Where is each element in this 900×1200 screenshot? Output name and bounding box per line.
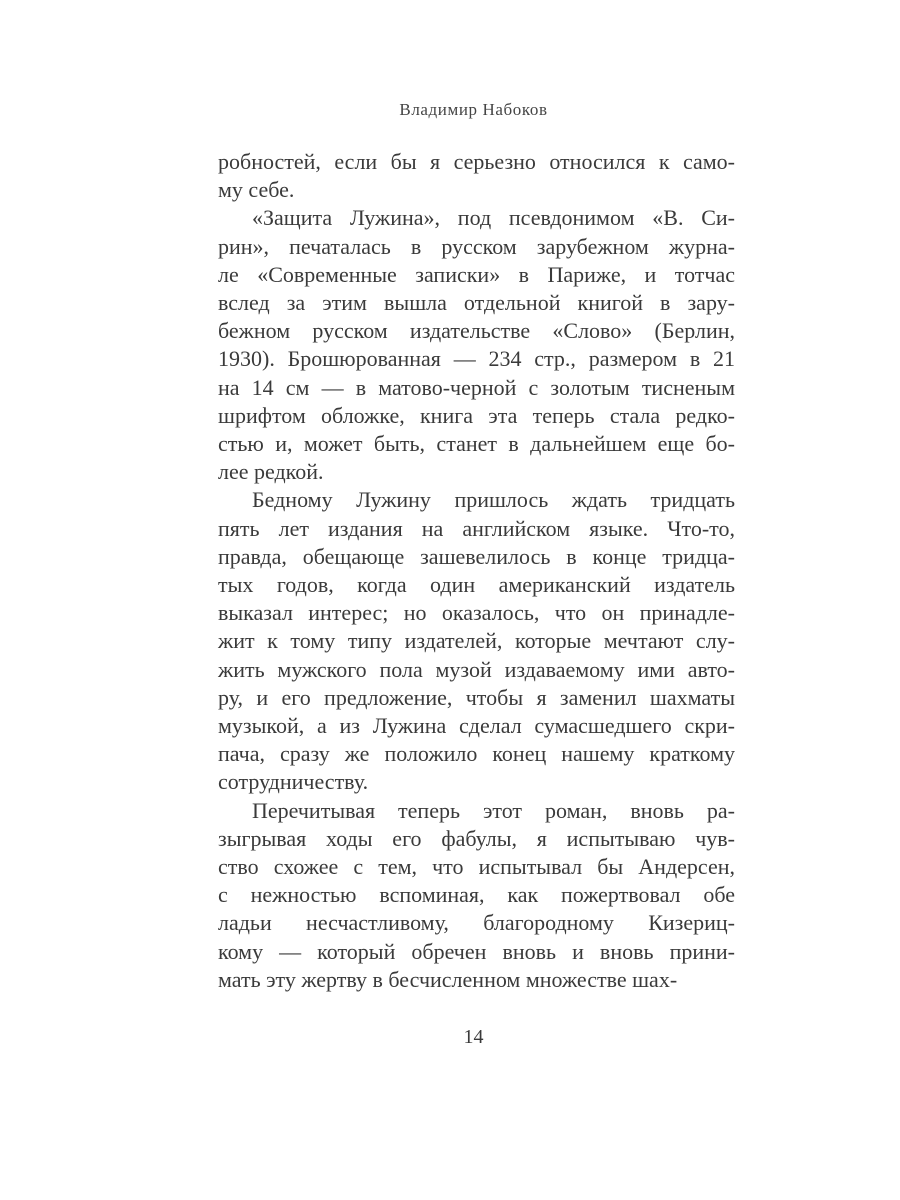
text-line: ру, и его предложение, чтобы я заменил шахматы <box>218 684 735 710</box>
text-line: ство схожее с тем, что испытывал бы Андерсен, <box>218 854 735 880</box>
text-line: лее редкой. <box>218 459 324 485</box>
text-line: тых годов, когда один американский издатель <box>218 572 735 598</box>
paragraph <box>218 797 735 994</box>
text-line: робностей, если бы я серьезно относился к само- <box>218 149 735 174</box>
text-line: Перечитывая теперь этот роман, вновь ра- <box>252 797 735 823</box>
text-line: выказал интерес; но оказалось, что он принадле- <box>218 600 735 626</box>
text-line: ладьи несчастливому, благородному Кизериц- <box>218 910 735 936</box>
text-line: му себе. <box>218 177 295 203</box>
text-line: жит к тому типу издателей, которые мечтают слу- <box>218 628 735 654</box>
text-line: на 14 см — в матово-черной с золотым тисненым <box>218 374 735 400</box>
text-line: Бедному Лужину пришлось ждать тридцать <box>252 487 735 513</box>
text-line: 1930). Брошюрованная — 234 стр., размером в 21 <box>218 346 735 372</box>
text-line: сотрудничеству. <box>218 769 369 795</box>
text-line: шрифтом обложке, книга эта теперь стала редко- <box>218 402 735 428</box>
text-line: кому — который обречен вновь и вновь прини- <box>218 938 735 964</box>
paragraph <box>218 148 735 204</box>
text-line: с нежностью вспоминая, как пожертвовал обе <box>218 882 735 908</box>
page-number: 14 <box>463 1026 484 1048</box>
text-line: «Защита Лужина», под псевдонимом «В. Си- <box>252 205 735 231</box>
text-line: жить мужского пола музой издаваемому ими авто- <box>218 656 735 682</box>
text-line: стью и, может быть, станет в дальнейшем еще бо- <box>218 431 735 457</box>
running-header: Владимир Набоков <box>399 100 548 119</box>
text-line: мать эту жертву в бесчисленном множестве шах- <box>218 966 678 992</box>
text-line: пача, сразу же положило конец нашему краткому <box>218 741 735 767</box>
paragraph <box>218 486 735 796</box>
paragraph <box>218 204 735 486</box>
text-line: ле «Современные записки» в Париже, и тотчас <box>218 261 735 287</box>
text-line: бежном русском издательстве «Слово» (Берлин, <box>218 318 735 344</box>
text-line: вслед за этим вышла отдельной книгой в зару- <box>218 290 735 316</box>
text-line: правда, обещающе зашевелилось в конце тридца- <box>218 543 735 569</box>
text-line: музыкой, а из Лужина сделал сумасшедшего скри- <box>218 713 735 739</box>
text-line: рин», печаталась в русском зарубежном журна- <box>218 233 735 259</box>
text-line: зыгрывая ходы его фабулы, я испытываю чув- <box>218 825 735 851</box>
text-line: пять лет издания на английском языке. Что-то, <box>218 515 735 541</box>
text-block <box>218 148 735 994</box>
